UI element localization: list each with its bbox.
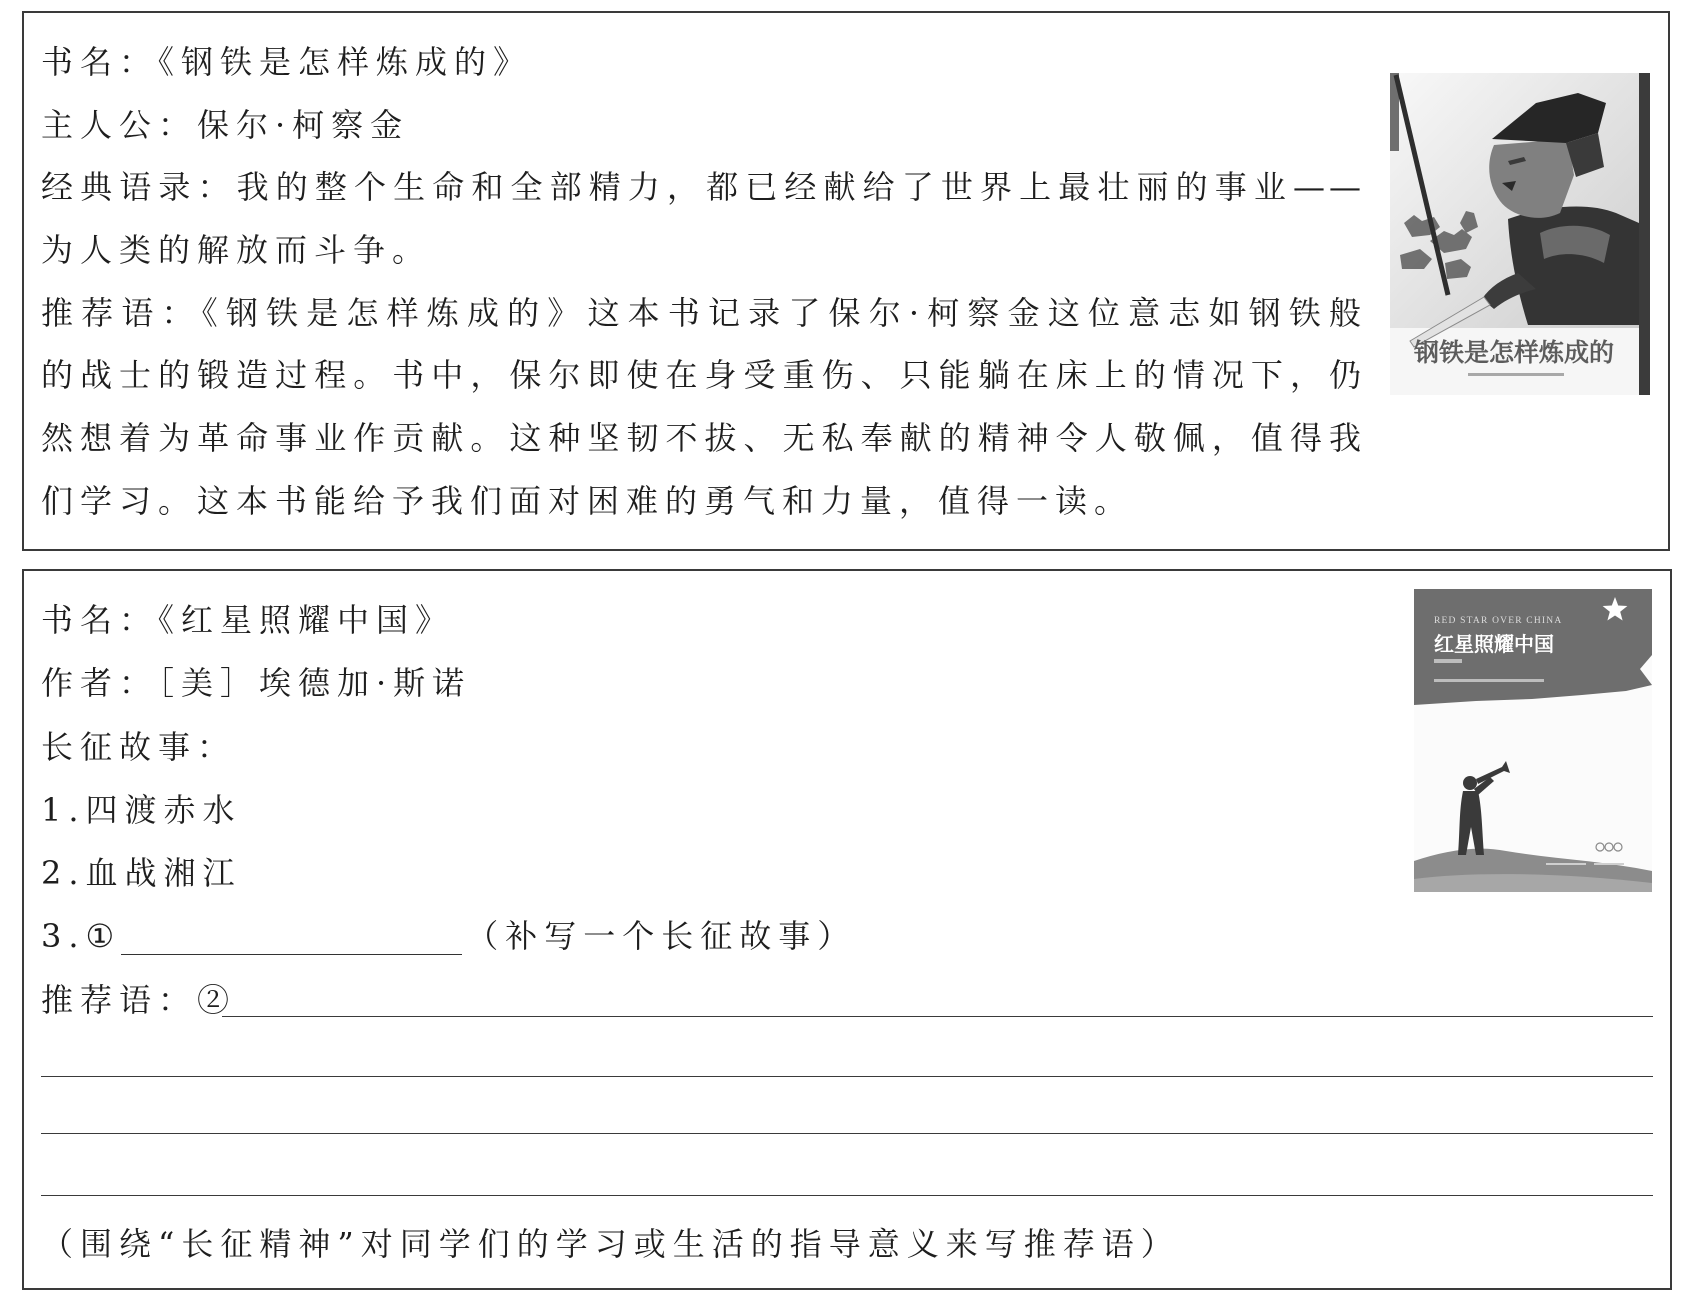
story-3-line [41, 905, 1365, 968]
recommendation-answer-blank [222, 1016, 1653, 1017]
book-cover-steel [1390, 73, 1650, 395]
story-3-hint: （补写一个长征故事） [466, 917, 857, 956]
quote-line: 经典语录：我的整个生命和全部精力，都已经献给了世界上最壮丽的事业—— [41, 168, 1365, 207]
answer-line [41, 1195, 1653, 1196]
cover-title: 钢铁是怎样炼成的 [1413, 338, 1615, 367]
author-line: 作者：［美］埃德加·斯诺 [41, 664, 472, 703]
story-3-answer-blank [121, 954, 462, 955]
stories-heading: 长征故事： [41, 727, 237, 766]
book-title-line: 书名：《钢铁是怎样炼成的》 [41, 43, 533, 81]
cover-title: 红星照耀中国 [1434, 632, 1554, 656]
book-card-red-star [22, 569, 1672, 1290]
book-card-red-star-text [41, 589, 1365, 1032]
protagonist-line: 主人公：保尔·柯察金 [41, 105, 410, 144]
recommendation-line: 的战士的锻造过程。书中，保尔即使在身受重伤、只能躺在床上的情况下，仍 [41, 356, 1365, 395]
answer-line [41, 1133, 1653, 1134]
recommendation-line [41, 969, 1365, 1032]
writing-instruction: （围绕“长征精神”对同学们的学习或生活的指导意义来写推荐语） [41, 1225, 1180, 1263]
answer-line [41, 1076, 1653, 1077]
recommendation-line: 然想着为革命事业作贡献。这种坚韧不拔、无私奉献的精神令人敬佩，值得我 [41, 419, 1365, 458]
book-cover-red-star [1414, 589, 1652, 892]
book-card-steel [22, 11, 1670, 551]
book-card-steel-text [41, 31, 1365, 533]
quote-line: 为人类的解放而斗争。 [41, 231, 432, 270]
recommendation-line: 推荐语：《钢铁是怎样炼成的》这本书记录了保尔·柯察金这位意志如钢铁般 [41, 293, 1365, 332]
story-item: 1.四渡赤水 [41, 790, 242, 829]
cover-illustration-soldier [1390, 73, 1650, 395]
story-3-prefix: 3.① [41, 917, 122, 956]
cover-illustration-bugler [1414, 589, 1652, 892]
book-title-line: 书名：《红星照耀中国》 [41, 601, 455, 639]
cover-title-english: RED STAR OVER CHINA [1434, 616, 1563, 626]
recommendation-line: 们学习。这本书能给予我们面对困难的勇气和力量，值得一读。 [41, 481, 1134, 520]
story-item: 2.血战湘江 [41, 854, 242, 893]
recommendation-prefix: 推荐语：② [41, 980, 237, 1019]
